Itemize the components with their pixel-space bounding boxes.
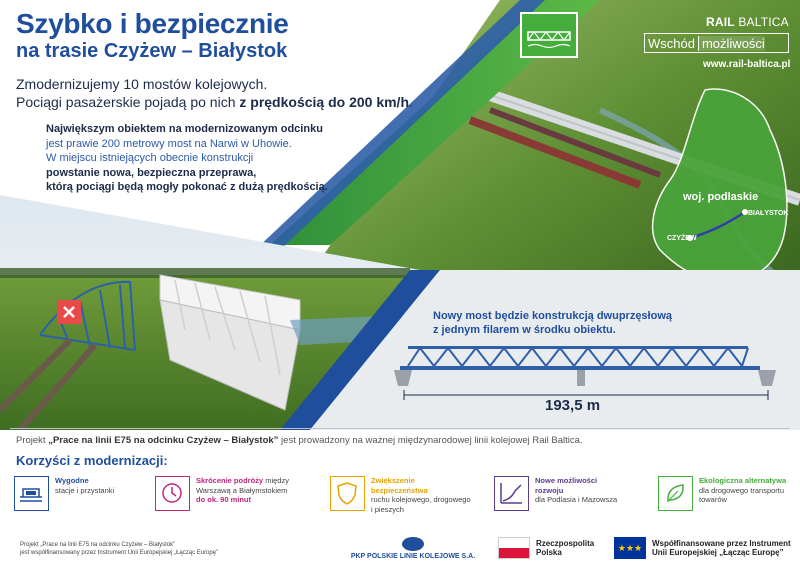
info-line-2: jest prawie 200 metrowy most na Narwi w Uhowie. [46, 137, 292, 150]
brand-rail: RAIL [706, 15, 735, 29]
benefit-desc: stacje i przystanki [55, 485, 115, 495]
slogan-word-2: możliwości [698, 36, 765, 51]
benefit-desc: między Warszawą a Białymstokiem [196, 476, 289, 495]
page-title: Szybko i bezpiecznie [16, 8, 289, 39]
lead-text-2 [16, 94, 413, 110]
diagram-caption-2: z jednym filarem w środku obiektu. [433, 324, 616, 336]
map-city-czyzew: CZYŻEW [667, 235, 697, 242]
info-line-5: którą pociągi będą mogły pokonać z dużą prędkością. [46, 181, 328, 193]
leaf-icon [658, 476, 693, 511]
slogan-word-1: Wschód [648, 35, 695, 51]
info-paragraph [46, 122, 376, 195]
benefit-title: Nowe możliwości rozwoju [535, 476, 598, 495]
lead-end: . [409, 94, 413, 110]
benefit-title: Wygodne [55, 476, 89, 485]
info-line-1: Największym obiektem na modernizowanym odcinku [46, 123, 323, 135]
map-city-bialystok: BIAŁYSTOK [748, 210, 789, 217]
benefit-desc: ruchu kolejowego, drogowego i pieszych [371, 495, 471, 514]
benefit-desc: dla drogowego transportu towarów [699, 485, 785, 504]
project-statement [16, 435, 583, 446]
rp-line-1: Rzeczpospolita [536, 539, 595, 548]
map-region-label: woj. podlaskie [683, 191, 759, 203]
lead-plain: Pociągi pasażerskie pojadą po nich [16, 94, 240, 110]
eu-logo [614, 537, 791, 559]
project-name: „Prace na linii E75 na odcinku Czyżew – Białystok” [48, 435, 279, 446]
benefit-comfort [14, 476, 144, 512]
rp-logo [498, 537, 594, 559]
rail-baltica-logo [706, 15, 789, 29]
diagram-caption [433, 309, 753, 337]
benefit-safety [330, 476, 480, 512]
benefit-development [494, 476, 644, 512]
benefit-title: Zwiększenie bezpieczeństwa [371, 476, 428, 495]
lead-speed: z prędkością do 200 km/h [239, 94, 409, 110]
station-icon [14, 476, 49, 511]
footer-note-1: Projekt „Prace na linii E75 na odcinku Czyżew – Białystok” [20, 542, 176, 548]
poland-flag-icon [498, 537, 530, 559]
diagram-caption-1: Nowy most będzie konstrukcją dwuprzęsłową [433, 310, 672, 322]
brand-baltica: BALTICA [734, 15, 789, 29]
eu-line-1: Współfinansowane przez Instrument [652, 539, 791, 548]
benefit-travel-time [155, 476, 320, 512]
benefits-title: Korzyści z modernizacji: [16, 453, 168, 468]
footer-note [20, 541, 218, 557]
benefit-desc: dla Podlasia i Mazowsza [535, 495, 618, 504]
growth-chart-icon [494, 476, 529, 511]
info-line-4: powstanie nowa, bezpieczna przeprawa, [46, 166, 257, 179]
project-prefix: Projekt [16, 435, 49, 446]
brand-slogan [644, 33, 789, 53]
eu-flag-icon: ★★★ [614, 537, 646, 559]
pkp-name: PKP POLSKIE LINIE KOLEJOWE S.A. [350, 553, 476, 560]
eu-line-2: Unii Europejskiej „Łącząc Europę” [652, 548, 784, 557]
shield-icon [330, 476, 365, 511]
benefit-title: Ekologiczna alternatywa [699, 476, 787, 485]
pkp-emblem-icon [402, 537, 424, 551]
clock-icon [155, 476, 190, 511]
project-suffix: jest prowadzony na ważnej międzynarodowej linii kolejowej Rail Baltica. [278, 435, 583, 446]
divider [10, 428, 790, 429]
benefit-ecology [658, 476, 793, 512]
span-length: 193,5 m [545, 397, 601, 414]
pkp-logo [350, 537, 476, 560]
info-line-3: W miejscu istniejących obecnie konstrukcji [46, 152, 254, 164]
bridge-icon [520, 12, 578, 58]
lead-text-1: Zmodernizujemy 10 mostów kolejowych. [16, 76, 268, 92]
benefit-title: Skrócenie podróży [196, 476, 264, 485]
footer-note-2: jest współfinansowany przez Instrument Unii Europejskiej „Łącząc Europę” [20, 550, 219, 556]
rp-line-2: Polska [536, 548, 562, 557]
page-subtitle: na trasie Czyżew – Białystok [16, 40, 288, 62]
benefit-extra: do ok. 90 minut [196, 495, 252, 504]
brand-url[interactable]: www.rail-baltica.pl [703, 59, 791, 70]
